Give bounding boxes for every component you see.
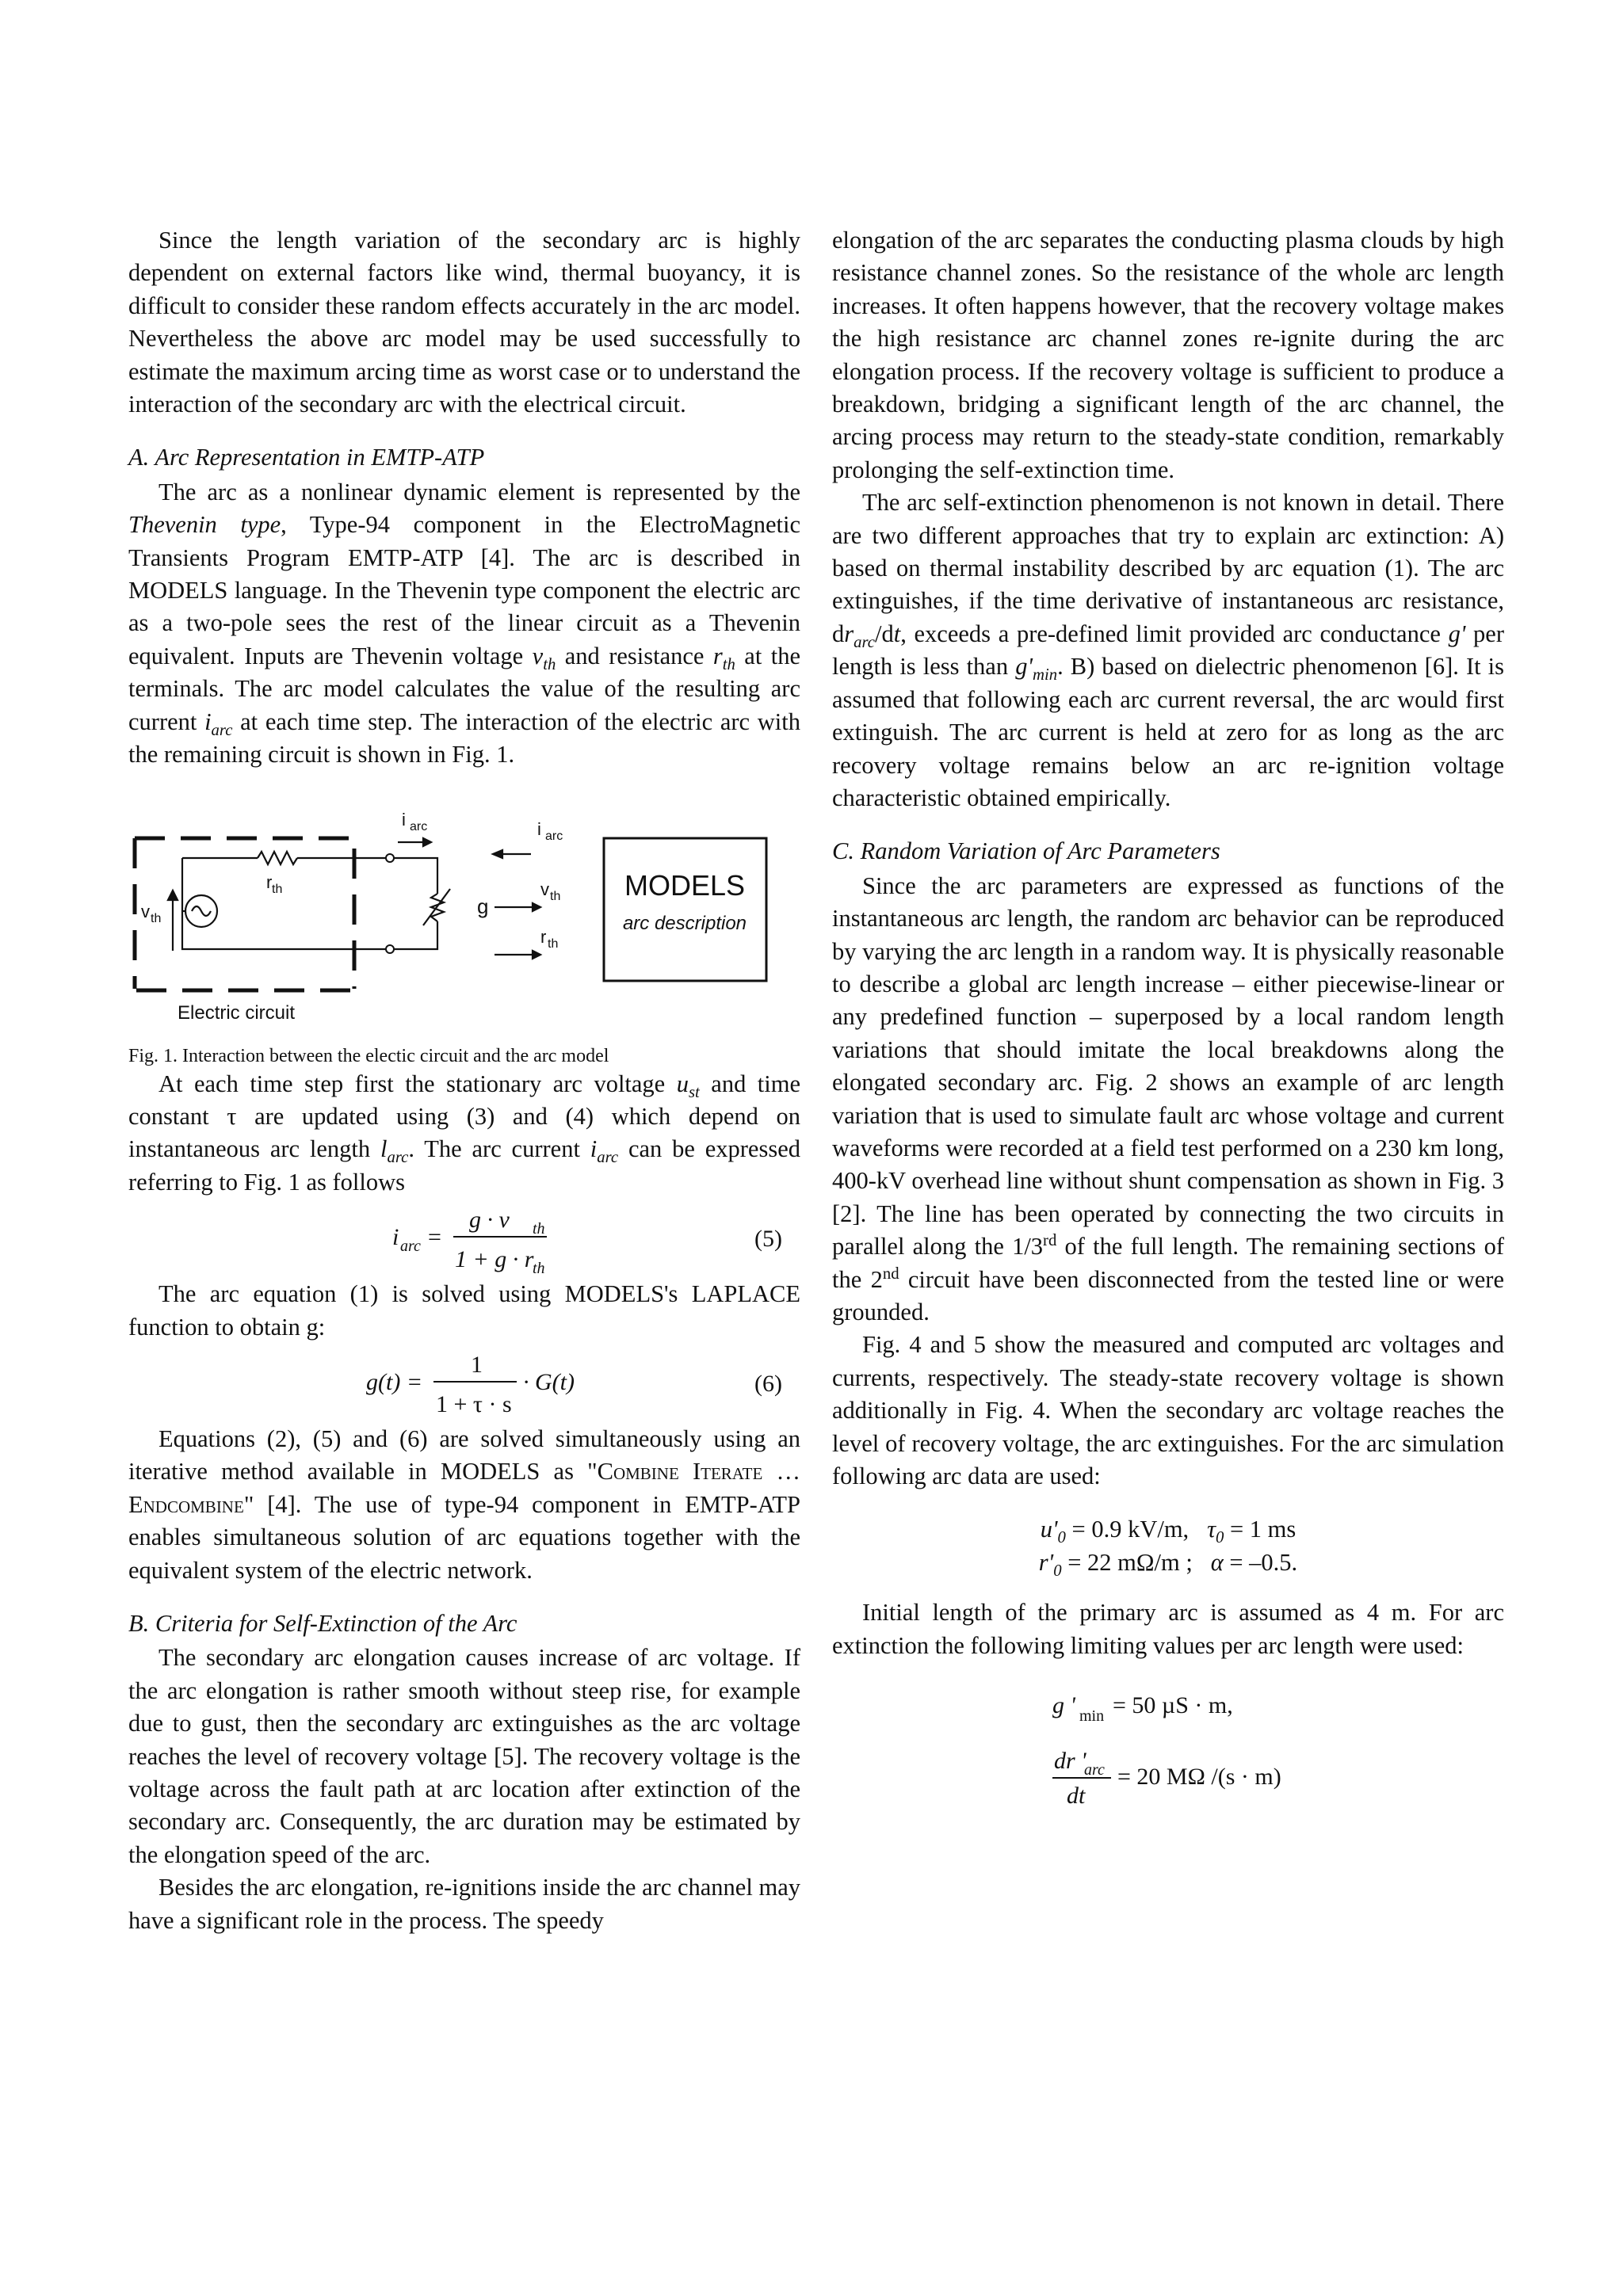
paragraph-intro: Since the length variation of the secondary arc is highly dependent on external factors like wind, thermal buoyancy, it is difficult to consider these random effects accurately in the arc model. Nevertheless the above arc model may be used successfully to estimate the maximum arcing time as worst case or to understand the interaction of the secondary arc with the electrical circuit.: [128, 227, 800, 418]
arc-data-values: $u'_0 = 0.9$ kV/m, $\tau_0 = 1$ ms $r'_0 = 22$ mΩ/m ; α = –0.5.: [1038, 1516, 1298, 1580]
svg-text:arc: arc: [400, 1238, 421, 1256]
svg-text:th: th: [548, 936, 559, 951]
label-g: g: [477, 894, 489, 918]
section-heading-b: B. Criteria for Self-Extinction of the Arc: [128, 1609, 517, 1637]
label-vth-left: v: [141, 901, 150, 921]
svg-text:dt: dt: [1067, 1783, 1086, 1810]
electric-circuit-label: Electric circuit: [178, 1001, 296, 1024]
variable-conductance-g: [431, 894, 444, 921]
svg-text:1: 1: [471, 1351, 483, 1378]
figure-1-caption: Fig. 1. Interaction between the electic circuit and the arc model: [128, 1045, 609, 1066]
paragraph-arc-representation: The arc as a nonlinear dynamic element is represented by the Thevenin type, Type-94 component in the ElectroMagnetic Transients Program EMTP-ATP [4]. The arc is described in MODELS language. In the Thevenin type component the electric arc as a two-pole sees the rest of the linear circuit as a Thevenin equivalent. Inputs are Thevenin voltage $v_{th}$ and resistance $r_{th}$ at the terminals. The arc model calculates the value of the resulting arc current $i_{arc}$ at each time step. The interaction of the electric arc with the remaining circuit is shown in Fig. 1.: [128, 478, 801, 769]
paragraph-self-extinction: The arc self-extinction phenomenon is not known in detail. There are two different approaches that try to explain arc extinction: A) based on thermal instability described by arc equation (1). The arc extinguishes, if the time derivative of instantaneous arc resistance, $dr_{arc}/dt$, exceeds a pre-defined limit provided arc conductance g' per length is less than $g'_{min}$. B) based on dielectric phenomenon [6]. It is assumed that following each arc current reversal, the arc would first extinguish. The arc current is held at zero for as long as the arc recovery voltage remains below an arc re-ignition voltage characteristic obtained empirically.: [832, 489, 1504, 811]
svg-text:g ': g ': [1052, 1692, 1075, 1719]
svg-text:g · v: g · v: [469, 1207, 510, 1234]
paragraph-random-variation: Since the arc parameters are expressed as functions of the instantaneous arc length, the random arc behavior can be reproduced by varying the arc length in a random way. It is physically reasonable to describe a global arc length increase – either piecewise-linear or any predefined function – superposed by a local random length variations that should imitate the local breakdowns along the elongated secondary arc. Fig. 2 shows an example of arc length variation that is used to simulate fault arc whose voltage and current waveforms were recorded at a field test performed on a 230 km long, 400-kV overhead line without shunt compensation as shown in Fig. 3 [2]. The line has been operated by connecting the two circuits in parallel along the 1/3rd of the full length. The remaining sections of the 2nd circuit have been disconnected from the tested line or were grounded.: [832, 871, 1505, 1325]
paragraph-arc-equation: The arc equation (1) is solved using MODELS's LAPLACE function to obtain g:: [128, 1280, 800, 1341]
arc-description-label: arc description: [622, 912, 747, 934]
label-iarc-right: i: [537, 818, 541, 839]
svg-text:min: min: [1079, 1707, 1105, 1726]
models-label: MODELS: [624, 868, 746, 902]
svg-text:arc: arc: [410, 819, 428, 833]
circuit-wires: [168, 838, 766, 981]
label-rth: r: [266, 871, 273, 892]
section-heading-a: A. Arc Representation in EMTP-ATP: [128, 444, 485, 471]
svg-text:· G(t): · G(t): [523, 1368, 575, 1395]
svg-text:= 50 µS · m,: = 50 µS · m,: [1113, 1692, 1233, 1719]
models-box: [604, 838, 766, 981]
electric-circuit-dashed-border: [135, 838, 354, 990]
paragraph-reignitions: Besides the arc elongation, re-ignitions inside the arc channel may have a significant role in the process. The speedy: [128, 1874, 800, 1934]
svg-text:g(t) =: g(t) =: [366, 1368, 423, 1395]
svg-text:=: =: [428, 1224, 441, 1251]
paragraph-time-step: At each time step first the stationary arc voltage $u_{st}$ and time constant τ are updated using (3) and (4) which depend on instantaneous arc length $l_{arc}$. The arc current $i_{arc}$ can be expressed referring to Fig. 1 as follows: [128, 1070, 801, 1196]
svg-text:1 + τ · s: 1 + τ · s: [436, 1390, 512, 1417]
left-column: [128, 224, 800, 1937]
svg-text:i: i: [392, 1224, 399, 1251]
svg-text:(6): (6): [754, 1370, 782, 1397]
svg-text:th: th: [533, 1260, 545, 1278]
paragraph-elongation: The secondary arc elongation causes increase of arc voltage. If the arc elongation is rather smooth without steep rise, for example due to gust, then the secondary arc extinguishes as the arc voltage reaches the level of recovery voltage [5]. The recovery voltage is the voltage across the fault path at arc location after extinction of the secondary arc. Consequently, the arc duration may be estimated by the elongation speed of the arc.: [128, 1644, 800, 1868]
svg-text:dr ': dr ': [1054, 1748, 1086, 1775]
paragraph-equations-solved: Equations (2), (5) and (6) are solved simultaneously using an iterative method available in MODELS as "Combine Iterate … Endcombine" [4]. The use of type-94 component in EMTP-ATP enables simultaneous solution of arc equations together with the equivalent system of the electric network.: [128, 1425, 800, 1584]
svg-text:arc: arc: [545, 829, 563, 843]
paragraph-measured-computed: Fig. 4 and 5 show the measured and computed arc voltages and currents, respectively. The steady-state recovery voltage is shown additionally in Fig. 4. When the secondary arc voltage reaches the level of recovery voltage, the arc extinguishes. For the arc simulation following arc data are used:: [832, 1331, 1504, 1490]
paragraph-plasma-clouds: elongation of the arc separates the conducting plasma clouds by high resistance channel zones. So the resistance of the whole arc length increases. It often happens however, that the recovery voltage makes the high resistance arc channel zones re-ignite during the arc elongation process. If the recovery voltage is sufficient to produce a breakdown, bridging a significant length of the arc channel, the arcing process may return to the steady-state condition, remarkably prolonging the self-extinction time.: [832, 227, 1504, 483]
equation-5: [128, 1199, 800, 1278]
svg-text:th: th: [151, 911, 162, 925]
resistor-rth: [258, 852, 297, 864]
svg-text:th: th: [533, 1220, 545, 1238]
svg-text:arc: arc: [1084, 1761, 1105, 1779]
svg-text:= 20 MΩ /(s · m): = 20 MΩ /(s · m): [1117, 1764, 1281, 1791]
section-heading-c: C. Random Variation of Arc Parameters: [832, 837, 1220, 865]
equation-6: [128, 1344, 800, 1423]
right-column: [832, 224, 1504, 1810]
label-vth-mid: v: [540, 879, 549, 899]
svg-text:th: th: [550, 889, 561, 903]
paragraph-initial-length: Initial length of the primary arc is assumed as 4 m. For arc extinction the following limiting values per arc length were used:: [832, 1599, 1504, 1659]
svg-text:1 + g · r: 1 + g · r: [455, 1246, 534, 1273]
svg-text:th: th: [272, 882, 283, 896]
label-rth-mid: r: [540, 926, 547, 947]
svg-text:(5): (5): [754, 1226, 782, 1253]
figure-1-circuit-diagram: [128, 807, 800, 1044]
limiting-values-equations: [832, 1675, 1504, 1810]
label-iarc-top: i: [402, 809, 406, 830]
